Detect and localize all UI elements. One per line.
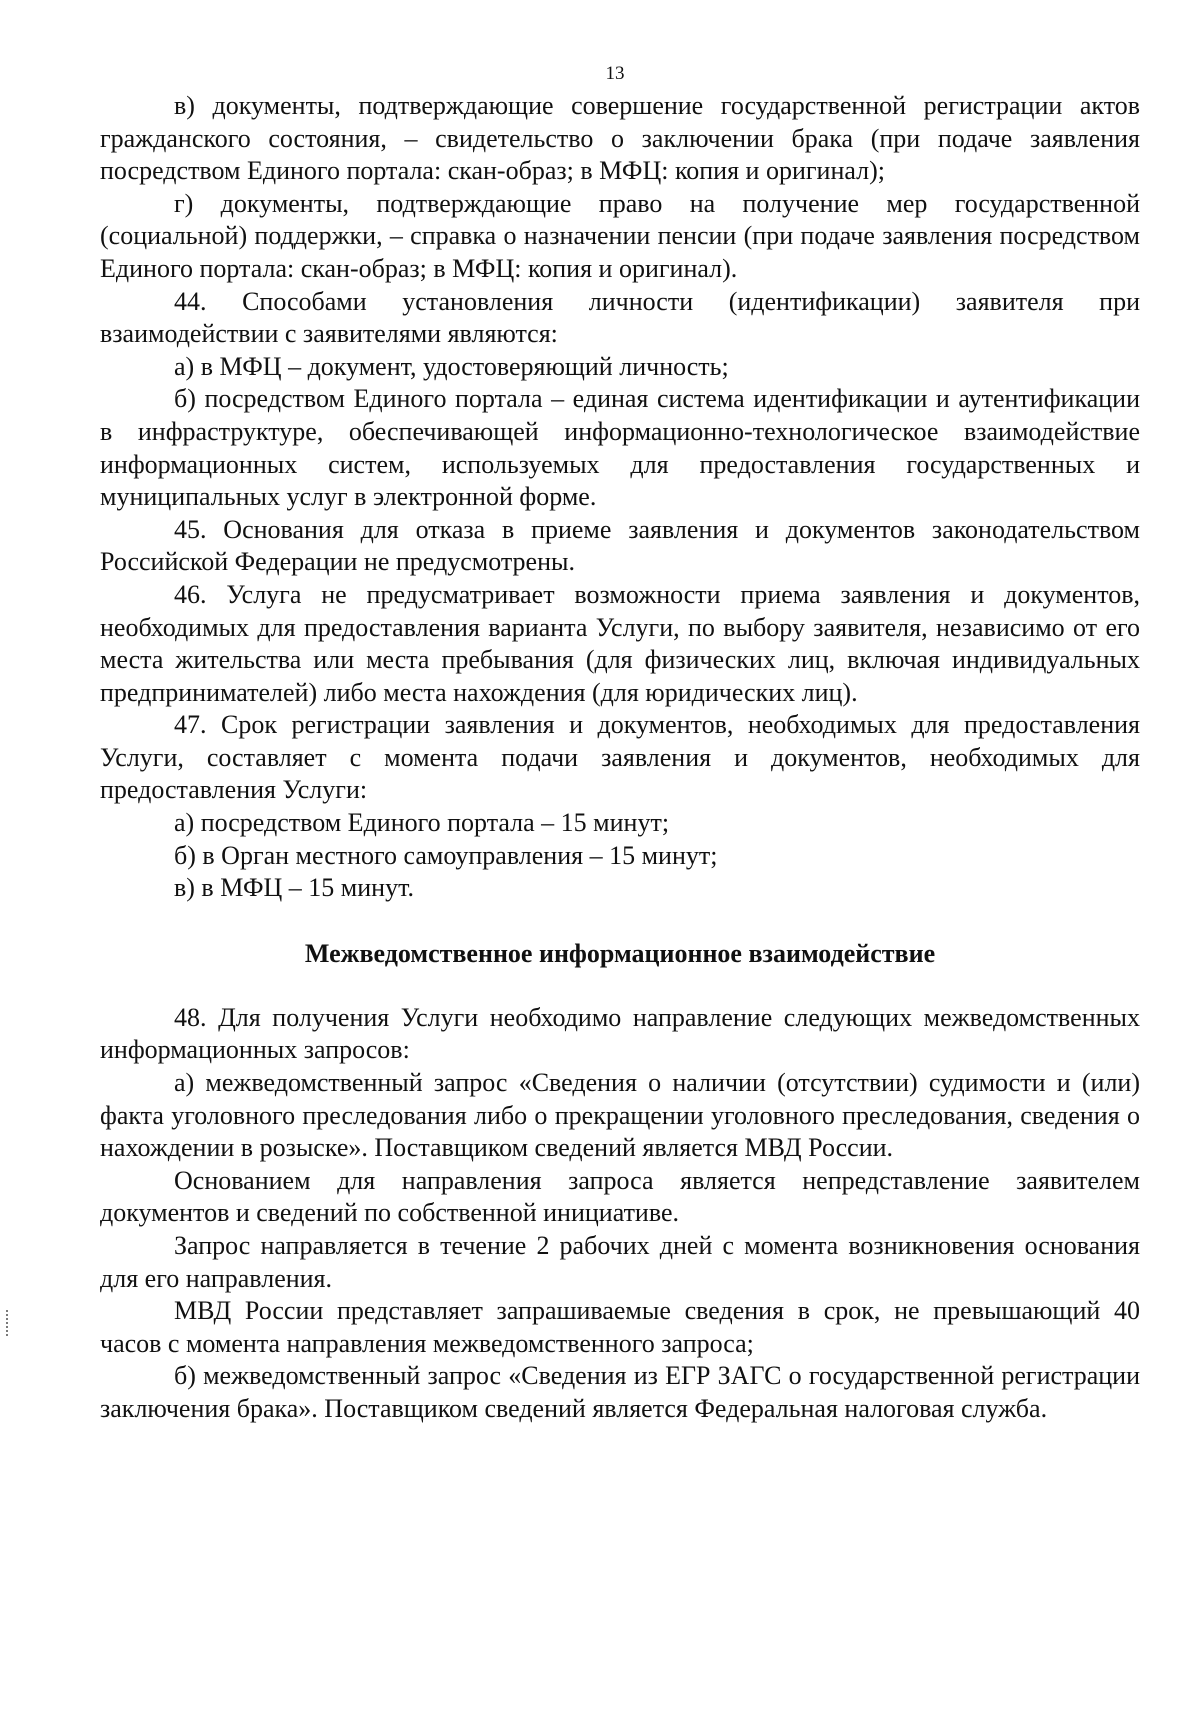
paragraph-47-registration-term: 47. Срок регистрации заявления и документов, необходимых для предоставления Услуги, составляет с момента подачи заявления и документов, необходимых для предоставления Услуги: <box>100 710 1140 805</box>
paragraph-mvd-response-term: МВД России представляет запрашиваемые сведения в срок, не превышающий 40 часов с момента направления межведомственного запроса; <box>100 1296 1140 1358</box>
paragraph-44b-portal: б) посредством Единого портала – единая система идентификации и аутентификации в инфраструктуре, обеспечивающей информационно-технологическое взаимодействие информационных систем, используемых для предоставления государственных и муниципальных услуг в электронной форме. <box>100 384 1140 512</box>
paragraph-44-identification: 44. Способами установления личности (идентификации) заявителя при взаимодействии с заявителями являются: <box>100 286 1140 349</box>
paragraph-v-marriage-certificate: в) документы, подтверждающие совершение государственной регистрации актов гражданского состояния, – свидетельство о заключении брака (при подаче заявления посредством Единого портала: скан-образ; в МФЦ: копия и оригинал); <box>100 91 1140 186</box>
paragraph-request-deadline: Запрос направляется в течение 2 рабочих дней с момента возникновения основания для его направления. <box>100 1231 1140 1293</box>
paragraph-47v-mfc-term: в) в МФЦ – 15 минут. <box>174 873 414 903</box>
scan-margin-mark <box>6 1310 10 1336</box>
paragraph-g-pension-certificate: г) документы, подтверждающие право на получение мер государственной (социальной) поддержки, – справка о назначении пенсии (при подаче заявления посредством Единого портала: скан-образ; в МФЦ: копия и оригинал). <box>100 188 1140 283</box>
paragraph-44a-mfc: а) в МФЦ – документ, удостоверяющий личность; <box>174 351 729 381</box>
paragraph-48b-zags-request: б) межведомственный запрос «Сведения из ЕГР ЗАГС о государственной регистрации заключения брака». Поставщиком сведений является Федеральная налоговая служба. <box>100 1361 1140 1423</box>
paragraph-47a-portal-term: а) посредством Единого портала – 15 минут; <box>174 808 670 838</box>
paragraph-48-interagency-requests: 48. Для получения Услуги необходимо направление следующих межведомственных информационных запросов: <box>100 1002 1140 1065</box>
paragraph-46-extraterritorial: 46. Услуга не предусматривает возможности приема заявления и документов, необходимых для предоставления варианта Услуги, по выбору заявителя, независимо от его места жительства или места пребывания (для физических лиц, включая индивидуальных предпринимателей) либо места нахождения (для юридических лиц). <box>100 579 1140 707</box>
document-body <box>100 90 1140 1426</box>
section-heading: Межведомственное информационное взаимодействие <box>304 938 936 968</box>
paragraph-48a-criminal-record-request: а) межведомственный запрос «Сведения о наличии (отсутствии) судимости и (или) факта уголовного преследования либо о прекращении уголовного преследования, сведения о нахождении в розыске». Поставщиком сведений является МВД России. <box>100 1068 1140 1163</box>
paragraph-47b-authority-term: б) в Орган местного самоуправления – 15 минут; <box>174 840 718 870</box>
paragraph-45-refusal-grounds: 45. Основания для отказа в приеме заявления и документов законодательством Российской Федерации не предусмотрены. <box>100 514 1140 577</box>
paragraph-request-basis: Основанием для направления запроса является непредставление заявителем документов и сведений по собственной инициативе. <box>100 1165 1140 1228</box>
page-number: 13 <box>605 63 625 84</box>
